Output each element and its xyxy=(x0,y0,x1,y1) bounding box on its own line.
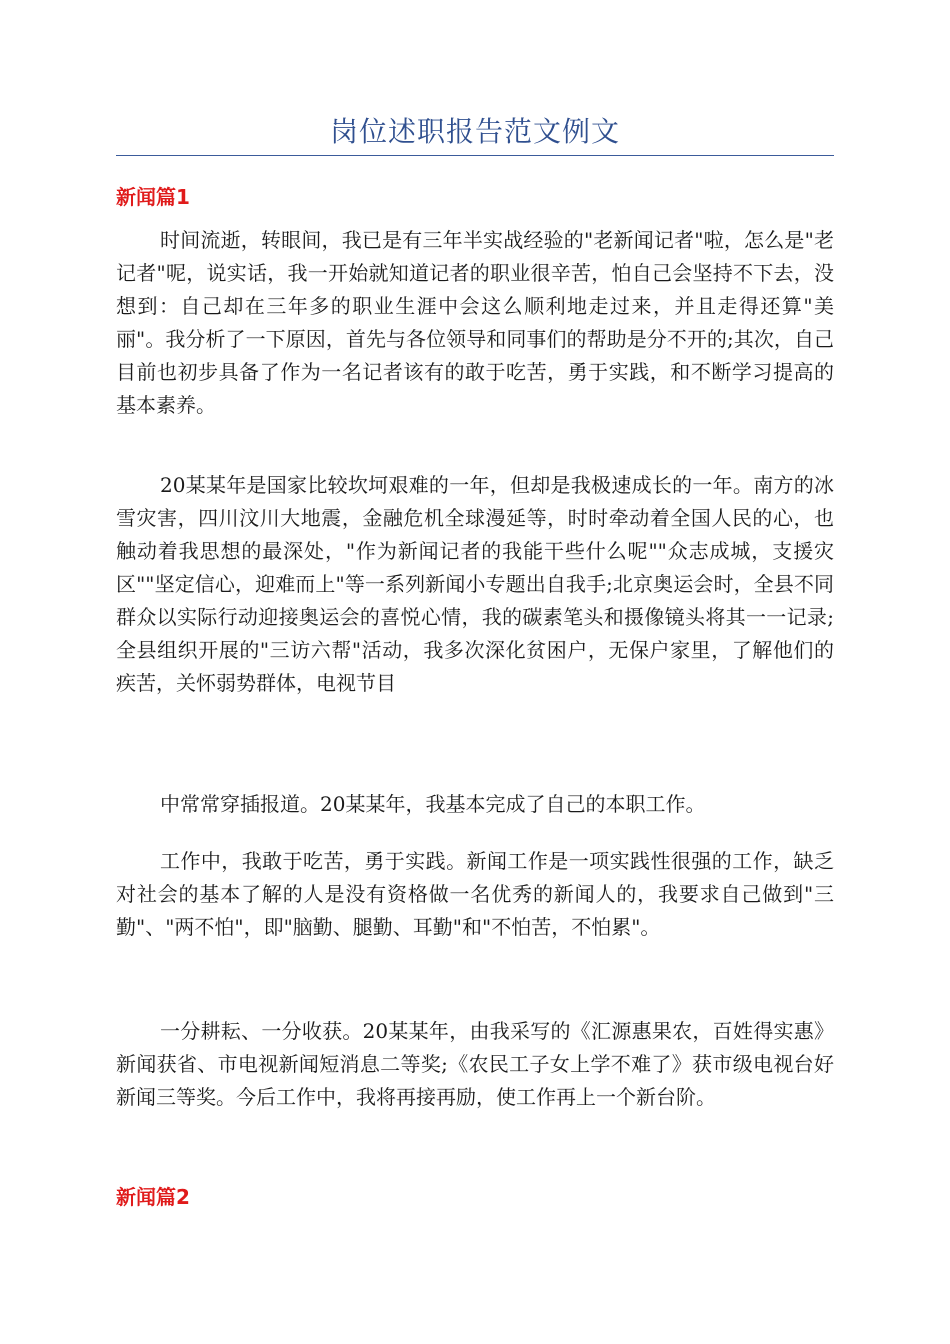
paragraph: 一分耕耘、一分收获。20某某年，由我采写的《汇源惠果农，百姓得实惠》新闻获省、市电视新闻短消息二等奖;《农民工子女上学不难了》获市级电视台好新闻三等奖。今后工作中，我将再接再励，使工作再上一个新台阶。 xyxy=(116,1019,834,1109)
document-title: 岗位述职报告范文例文 xyxy=(329,115,620,148)
paragraph: 工作中，我敢于吃苦，勇于实践。新闻工作是一项实践性很强的工作，缺乏对社会的基本了解的人是没有资格做一名优秀的新闻人的，我要求自己做到"三勤"、"两不怕"，即"脑勤、腿勤、耳勤"和"不怕苦，不怕累"。 xyxy=(116,849,834,939)
paragraph: 时间流逝，转眼间，我已是有三年半实战经验的"老新闻记者"啦，怎么是"老记者"呢，说实话，我一开始就知道记者的职业很辛苦，怕自己会坚持不下去，没想到：自己却在三年多的职业生涯中会这么顺利地走过来，并且走得还算"美丽"。我分析了一下原因，首先与各位领导和同事们的帮助是分不开的;其次，自己目前也初步具备了作为一名记者该有的敢于吃苦，勇于实践，和不断学习提高的基本素养。 xyxy=(116,228,834,417)
paragraph: 中常常穿插报道。20某某年，我基本完成了自己的本职工作。 xyxy=(160,792,706,816)
title-divider xyxy=(116,155,834,156)
paragraph: 20某某年是国家比较坎坷艰难的一年，但却是我极速成长的一年。南方的冰雪灾害，四川汶川大地震，金融危机全球漫延等，时时牵动着全国人民的心，也触动着我思想的最深处，"作为新闻记者的我能干些什么呢""众志成城，支援灾区""坚定信心，迎难而上"等一系列新闻小专题出自我手;北京奥运会时，全县不同群众以实际行动迎接奥运会的喜悦心情，我的碳素笔头和摄像镜头将其一一记录;全县组织开展的"三访六帮"活动，我多次深化贫困户，无保户家里，了解他们的疾苦，关怀弱势群体，电视节目 xyxy=(116,473,834,695)
section-heading-2: 新闻篇2 xyxy=(116,1185,190,1209)
section-1-body-part-5 xyxy=(116,1015,834,1114)
section-1-body-part-3 xyxy=(116,788,834,821)
section-1-body-part-4 xyxy=(116,845,834,944)
section-1-body xyxy=(116,224,834,422)
section-heading-1: 新闻篇1 xyxy=(116,185,190,209)
section-1-body-part-2 xyxy=(116,469,834,700)
